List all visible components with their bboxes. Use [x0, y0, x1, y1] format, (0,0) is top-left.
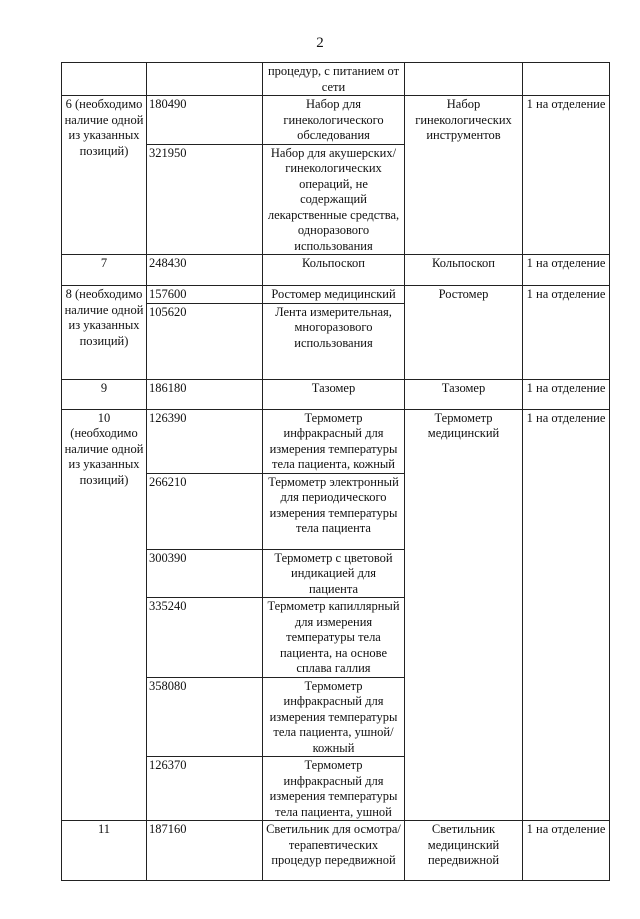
table-row	[62, 821, 610, 881]
position-number: 11	[62, 821, 147, 881]
equipment-table	[61, 62, 610, 881]
item-code	[147, 63, 263, 96]
position-number: 8 (необходимо наличие одной из указанных позиций)	[62, 286, 147, 380]
table-row	[62, 409, 610, 473]
item-name: Тазомер	[263, 379, 405, 409]
equipment-type: Кольпоскоп	[405, 255, 523, 286]
item-code: 266210	[147, 473, 263, 549]
equipment-type: Набор гинекологических инструментов	[405, 96, 523, 255]
page-number: 2	[316, 35, 324, 51]
quantity: 1 на отделение	[523, 379, 610, 409]
position-number: 7	[62, 255, 147, 286]
equipment-type	[405, 63, 523, 96]
quantity: 1 на отделение	[523, 286, 610, 380]
equipment-type: Термометр медицинский	[405, 409, 523, 821]
quantity: 1 на отделение	[523, 255, 610, 286]
equipment-type: Светильник медицинский передвижной	[405, 821, 523, 881]
position-number: 6 (необходимо наличие одной из указанных позиций)	[62, 96, 147, 255]
table-row	[62, 379, 610, 409]
item-name: Набор для гинекологического обследования	[263, 96, 405, 145]
position-number: 10 (необходимо наличие одной из указанных позиций)	[62, 409, 147, 821]
table-row	[62, 255, 610, 286]
item-code: 157600	[147, 286, 263, 304]
item-code: 358080	[147, 677, 263, 757]
equipment-type: Тазомер	[405, 379, 523, 409]
item-name: Кольпоскоп	[263, 255, 405, 286]
table-row	[62, 286, 610, 304]
item-name: Термометр с цветовой индикацией для пациента	[263, 549, 405, 598]
item-code: 105620	[147, 303, 263, 379]
item-code: 180490	[147, 96, 263, 145]
item-code: 126390	[147, 409, 263, 473]
quantity	[523, 63, 610, 96]
item-name: Термометр инфракрасный для измерения температуры тела пациента, ушной	[263, 757, 405, 821]
position-number	[62, 63, 147, 96]
item-code: 248430	[147, 255, 263, 286]
item-name: Термометр инфракрасный для измерения температуры тела пациента, ушной/кожный	[263, 677, 405, 757]
item-code: 335240	[147, 598, 263, 678]
item-code: 187160	[147, 821, 263, 881]
position-number: 9	[62, 379, 147, 409]
item-code: 300390	[147, 549, 263, 598]
item-name: Термометр капиллярный для измерения температуры тела пациента, на основе сплава галлия	[263, 598, 405, 678]
quantity: 1 на отделение	[523, 409, 610, 821]
table-row	[62, 63, 610, 96]
item-name: Светильник для осмотра/ терапевтических процедур передвижной	[263, 821, 405, 881]
item-name: Набор для акушерских/ гинекологических операций, не содержащий лекарственные средства, одноразового использования	[263, 144, 405, 255]
item-name: Термометр электронный для периодического измерения температуры тела пациента	[263, 473, 405, 549]
item-name: Ростомер медицинский	[263, 286, 405, 304]
item-name: Термометр инфракрасный для измерения температуры тела пациента, кожный	[263, 409, 405, 473]
item-name: процедур, с питанием от сети	[263, 63, 405, 96]
item-code: 321950	[147, 144, 263, 255]
item-name: Лента измерительная, многоразового использования	[263, 303, 405, 379]
item-code: 186180	[147, 379, 263, 409]
table-row	[62, 96, 610, 145]
item-code: 126370	[147, 757, 263, 821]
quantity: 1 на отделение	[523, 821, 610, 881]
equipment-type: Ростомер	[405, 286, 523, 380]
quantity: 1 на отделение	[523, 96, 610, 255]
